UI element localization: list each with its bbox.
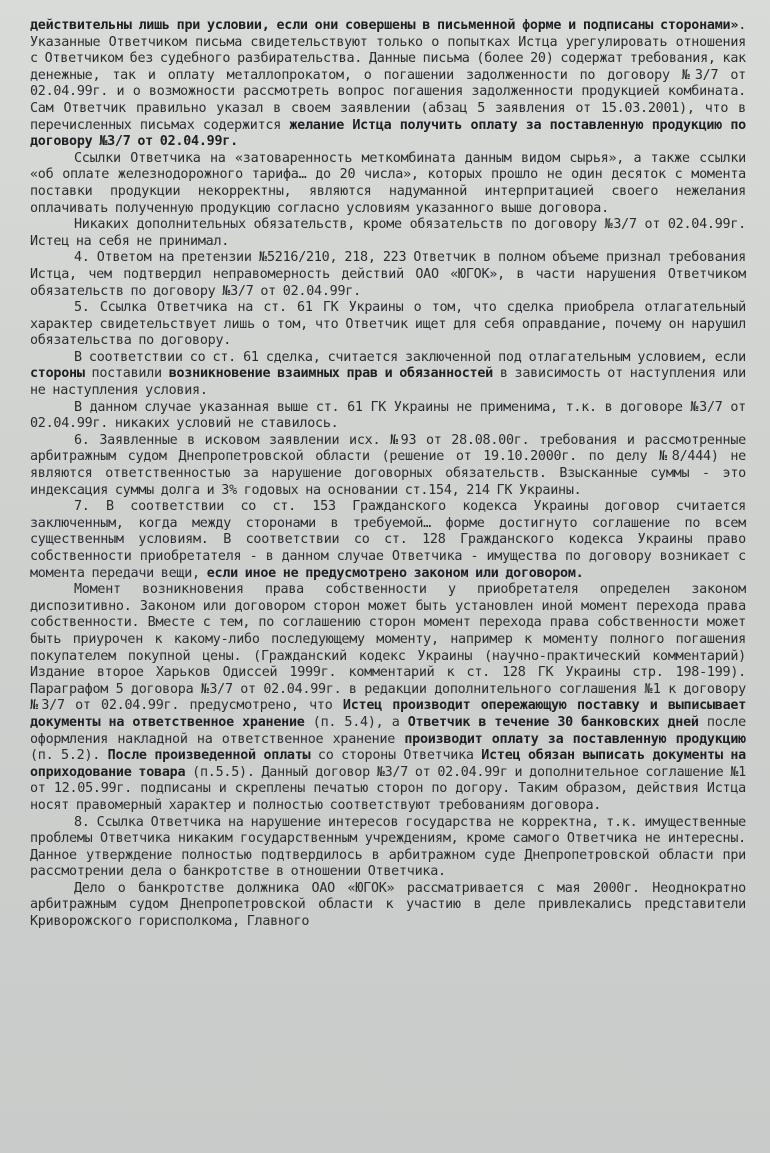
- emphasized-text: действительны лишь при условии, если они совершены в письменной форме и подписаны сторонами»: [30, 18, 739, 33]
- emphasized-text: Ответчик в течение 30 банковских дней: [407, 714, 699, 730]
- emphasized-text: производит оплату за поставленную продукцию: [404, 731, 746, 747]
- text-run: 5. Ссылка Ответчика на ст. 61 ГК Украины о том, что сделка приобрела отлагательный характер свидетельствует лишь о том, что Ответчик ищет для себя оправдание, почему он нарушил обязательства по договору.: [30, 300, 746, 349]
- document-body: [30, 18, 746, 931]
- text-run: поставили: [84, 366, 169, 382]
- text-run: 4. Ответом на претензии №5216/210, 218, 223 Ответчик в полном объеме признал требования Истца, чем подтвердил неправомерность действий ОАО «ЮГОК», в части нарушения Ответчиком обязательств по договору №3/7 от 02.04.99г.: [30, 250, 746, 299]
- paragraph-6: [30, 350, 746, 400]
- text-run: 6. Заявленные в исковом заявлении исх. №93 от 28.08.00г. требования и рассмотренные арбитражным судом Днепропетровской области (решение от 19.10.2000г. по делу №8/444) не являются ответственностью за нарушение договорных обязательств. Взысканные суммы - это индексация суммы долга и 3% годовых на основании ст.154, 214 ГК Украины.: [30, 432, 746, 498]
- text-run: В соответствии со ст. 61 сделка, считается заключенной под отлагательным условием, если: [74, 349, 746, 365]
- text-run: (п. 5.4), а: [304, 714, 408, 730]
- emphasized-text: Истец обязан выписать документы на оприходование товара: [30, 748, 746, 780]
- text-run: (п. 5.2).: [30, 748, 108, 764]
- text-run: Момент возникновения права собственности у приобретателя определен законом диспозитивно. Законом или договором сторон может быть установлен иной момент перехода права собственности. Вместе с тем, по соглашению сторон момент перехода права собственности может быть приурочен к какому-либо последующему моменту, например к моменту полного погашения покупателем покупной цены. (Гражданский кодекс Украины (научно-практический комментарий) Издание второе Харьков Одиссей 1999г. комментарий к ст. 128 ГК Украины стр. 198-199). Параграфом 5 договора №3/7 от 02.04.99г. в редакции дополнительного соглашения №1 к договору №3/7 от 02.04.99г. предусмотрено, что: [30, 582, 746, 714]
- emphasized-text: если иное не предусмотрено законом или договором.: [206, 565, 584, 581]
- paragraph-8: [30, 433, 746, 499]
- emphasized-text: Истец производит опережающую поставку и выписывает документы на ответственное хранение: [30, 698, 747, 730]
- text-run: (п.5.5). Данный договор №3/7 от 02.04.99г и дополнительное соглашение №1 от 12.05.99г. подписаны и скреплены печатью сторон по догору. Таким образом, действия Истца носят правомерный характер и полностью соответствуют требованиям договора.: [30, 764, 746, 813]
- text-run: 7. В соответствии со ст. 153 Гражданского кодекса Украины договор считается заключенным, когда между сторонами в требуемой… форме достигнуто соглашение по всем существенным условиям. В соответствии со ст. 128 Гражданского кодекса Украины право собственности приобретателя - в данном случае Ответчика - имущества по договору возникает с момента передачи вещи,: [30, 499, 746, 581]
- paragraph-4: [30, 250, 746, 300]
- emphasized-text: После произведенной оплаты: [107, 748, 311, 764]
- text-run: после оформления накладной на ответственное хранение: [30, 714, 746, 747]
- paragraph-5: [30, 300, 746, 350]
- text-run: . Указанные Ответчиком письма свидетельствуют только о попытках Истца урегулировать отношения с Ответчиком без судебного разбирательства. Данные письма (более 20) содержат требования, как денежные, так и оплату металлопрокатом, о погашении задолженности по договору №3/7 от 02.04.99г. и о возможности рассмотреть вопрос погашения задолженности продукцией комбината. Сам Ответчик правильно указал в своем заявлении (абзац 5 заявления от 15.03.2001), что в перечисленных письмах содержится: [30, 18, 746, 133]
- text-run: В данном случае указанная выше ст. 61 ГК Украины не применима, т.к. в договоре №3/7 от 02.04.99г. никаких условий не ставилось.: [30, 399, 746, 432]
- text-run: 8. Ссылка Ответчика на нарушение интересов государства не корректна, т.к. имущественные проблемы Ответчика никаким государственным учреждениям, кроме самого Ответчика не интересны. Данное утверждение полностью подтвердилось в арбитражном суде Днепропетровской области при рассмотрении дела о банкротстве в отношении Ответчика.: [30, 814, 746, 880]
- paragraph-11: [30, 815, 746, 881]
- paragraph-2: [30, 151, 746, 217]
- text-run: Дело о банкротстве должника ОАО «ЮГОК» рассматривается с мая 2000г. Неоднократно арбитражным судом Днепропетровской области к участию в деле привлекались представители Криворожского горисполкома, Главного: [30, 880, 746, 930]
- text-run: Ссылки Ответчика на «затоваренность меткомбината данным видом сырья», а также ссылки «об оплате железнодорожного тарифа… до 20 числа», которых прошло не один десяток с момента поставки продукции некорректны, являются надуманной интерпритацией своего нежелания оплачивать полученную продукцию согласно условиям указанного выше договора.: [30, 150, 746, 216]
- paragraph-9: [30, 499, 746, 582]
- emphasized-text: стороны: [30, 366, 85, 382]
- emphasized-text: желание Истца получить оплату за поставленную продукцию по договору №3/7 от 02.04.99г.: [30, 117, 746, 150]
- text-run: Никаких дополнительных обязательств, кроме обязательств по договору №3/7 от 02.04.99г. Истец на себя не принимал.: [30, 217, 746, 249]
- text-run: в зависимость от наступления или не наступления условия.: [30, 366, 746, 399]
- paragraph-1: [30, 18, 746, 151]
- paragraph-7: [30, 400, 746, 433]
- paragraph-12: [30, 881, 746, 931]
- paragraph-10: [30, 582, 746, 814]
- text-run: со стороны Ответчика: [310, 748, 482, 764]
- paragraph-3: [30, 217, 746, 250]
- emphasized-text: возникновение взаимных прав и обязанностей: [168, 366, 493, 382]
